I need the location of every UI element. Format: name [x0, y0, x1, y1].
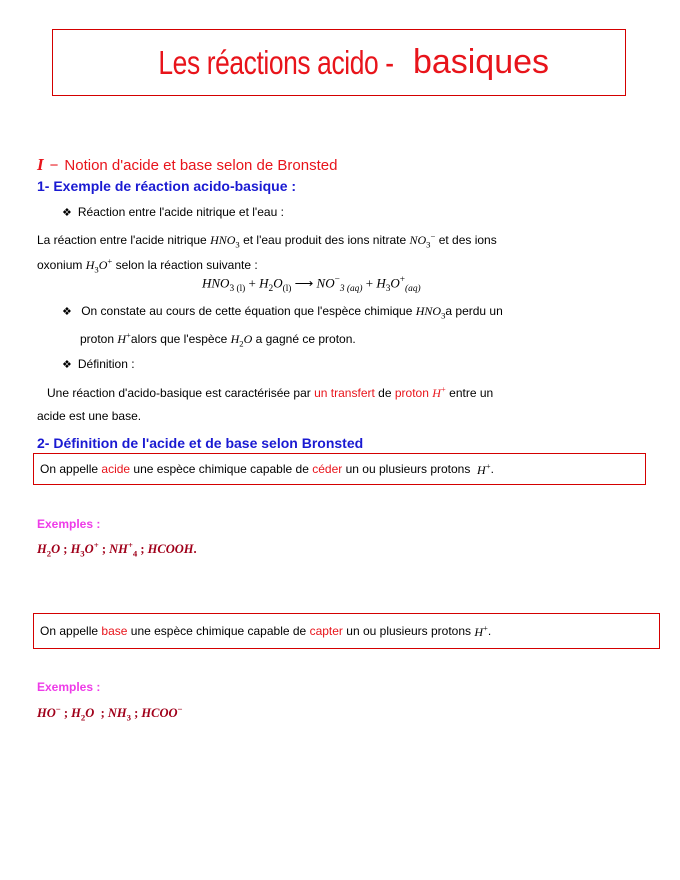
bullet-reaction	[62, 205, 284, 219]
bullet-observation-line-2	[80, 330, 356, 348]
formula-h-plus-acid: H+	[477, 460, 491, 477]
definition-line-1	[47, 384, 493, 401]
base-highlight: base	[101, 624, 128, 638]
title-part1: Les réactions acido -	[158, 43, 394, 81]
bullet-reaction-text: Réaction entre l'acide nitrique et l'eau :	[77, 205, 284, 219]
bullet2-text-d: alors que l'espèce	[130, 332, 228, 346]
section-heading-1	[37, 155, 337, 175]
formula-h-plus-base: H+	[474, 622, 488, 639]
formula-h2o: $H_2O$	[230, 332, 253, 349]
definition-highlight-transfer: un transfert	[314, 386, 375, 400]
base-definition-box: On appelle base une espèce chimique capable de capter un ou plusieurs protons H+ .	[33, 613, 660, 649]
base-def-text-c: une espèce chimique capable de	[130, 624, 307, 638]
para1-text-d: oxonium	[37, 258, 83, 272]
acid-examples: $H_2O$ ; $H_3O^+$ ; $NH^+_4$ ; HCOOH.	[37, 540, 197, 559]
definition-line-2: acide est une base.	[37, 409, 142, 423]
bullet-definition-text: Définition :	[77, 357, 135, 371]
acid-def-text-c: une espèce chimique capable de	[133, 462, 309, 476]
formula-h-plus: H+	[117, 330, 131, 346]
bullet2-text-e: a gagné ce proton.	[255, 332, 356, 346]
acid-def-text-e: un ou plusieurs protons	[345, 462, 471, 476]
acid-highlight: acide	[101, 462, 131, 476]
definition-text-a: Une réaction d'acido-basique est caractérisée par	[47, 386, 311, 400]
acid-def-text-a: On appelle	[40, 462, 99, 476]
paragraph-line-2	[37, 256, 258, 274]
definition-highlight-proton: proton	[394, 386, 429, 400]
definition-text-e: entre un	[449, 386, 494, 400]
bullet-observation-line-1	[62, 304, 503, 320]
formula-h3o-plus: $H_3O^+$	[85, 256, 113, 275]
formula-hno3-2: $HNO_3$	[415, 304, 446, 321]
definition-text-c: de	[378, 386, 392, 400]
examples-label-acid: Exemples :	[37, 517, 101, 531]
bullet-definition	[62, 357, 135, 371]
formula-no3-minus: $NO_3^-$	[409, 231, 436, 250]
para1-text-b: et l'eau produit des ions nitrate	[243, 233, 407, 247]
ceder-highlight: céder	[312, 462, 343, 476]
paragraph-line-1	[37, 231, 497, 249]
formula-h-plus-red: H+	[432, 384, 446, 400]
formula-hno3: $HNO_3$	[210, 233, 240, 250]
para1-text-a: La réaction entre l'acide nitrique	[37, 233, 207, 247]
base-def-text-e: un ou plusieurs protons	[346, 624, 472, 638]
capter-highlight: capter	[309, 624, 343, 638]
section-title: Notion d'acide et base selon de Bronsted	[64, 157, 338, 174]
section-dash: −	[49, 157, 59, 174]
section-number: I	[37, 155, 44, 174]
bullet2-text-b: a perdu un	[445, 304, 503, 318]
para1-text-e: selon la réaction suivante :	[115, 258, 258, 272]
bullet2-text-c: proton	[80, 332, 115, 346]
bullet2-text-a: On constate au cours de cette équation que l'espèce chimique	[81, 304, 413, 318]
acid-definition-box: On appelle acide une espèce chimique capable de céder un ou plusieurs protons H+ .	[33, 453, 646, 485]
title-part2: basiques	[412, 43, 550, 81]
para1-text-c: et des ions	[438, 233, 497, 247]
base-def-text-a: On appelle	[40, 624, 99, 638]
title-box	[52, 29, 626, 96]
subheading-1: 1- Exemple de réaction acido-basique :	[37, 178, 297, 194]
examples-label-base: Exemples :	[37, 680, 101, 694]
base-examples: HO− ; $H_2O$ ; $NH_3$ ; HCOO−	[37, 704, 183, 723]
subheading-2: 2- Définition de l'acide et de base selon Bronsted	[37, 435, 364, 451]
reaction-equation: $HNO_{3 (l)} + H_2O_{(l)}$ ⟶ $NO^-_{3 (aq)} + H_3O^+_{(aq)}$	[202, 275, 421, 294]
